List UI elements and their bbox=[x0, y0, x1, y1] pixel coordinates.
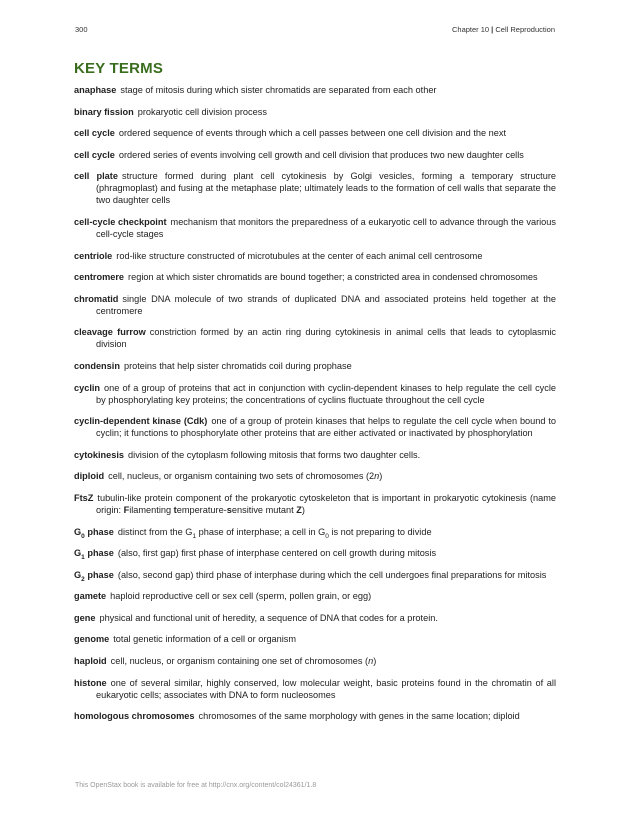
running-head bbox=[452, 25, 555, 34]
definition-text: distinct from the G bbox=[117, 526, 193, 537]
term-name: binary fission bbox=[74, 106, 134, 117]
term-cleavage-furrow bbox=[74, 326, 556, 350]
term-g0-phase bbox=[74, 526, 556, 538]
term-definition: physical and functional unit of heredity, a sequence of DNA that codes for a protein. bbox=[99, 612, 438, 623]
definition-text: ) bbox=[301, 504, 305, 515]
term-definition bbox=[96, 493, 556, 515]
term-definition: structure formed during plant cell cytokinesis by Golgi vesicles, forming a temporary structure (phragmoplast) and fusing at the metaphase plate; ultimately leads to the formation of cell walls that separate the two daughter cells bbox=[96, 171, 556, 206]
term-definition: constriction formed by an actin ring during cytokinesis in animal cells that leads to cytoplasmic division bbox=[96, 327, 556, 350]
term-definition bbox=[108, 471, 382, 481]
term-cell-cycle-1 bbox=[74, 127, 556, 139]
term-definition: one of a group of proteins that act in conjunction with cyclin-dependent kinases to help regulate the cell cycle by phosphorylating key proteins; the concentrations of cyclins fluctuate throughout the cell cycle bbox=[96, 382, 556, 405]
term-definition: (also, second gap) third phase of interphase during which the cell undergoes final preparations for mitosis bbox=[117, 569, 547, 580]
definition-text: cell, nucleus, or organism containing one set of chromosomes ( bbox=[110, 656, 369, 667]
page-title: KEY TERMS bbox=[74, 60, 164, 77]
term-definition: division of the cytoplasm following mitosis that forms two daughter cells. bbox=[128, 449, 421, 460]
term-cyclin-dependent-kinase bbox=[74, 415, 556, 439]
term-histone bbox=[74, 677, 556, 701]
term-name: cell plate bbox=[74, 171, 118, 182]
term-ftsz bbox=[74, 492, 556, 516]
name-text: G bbox=[74, 526, 82, 537]
term-name: genome bbox=[74, 634, 110, 645]
definition-bold: Z bbox=[296, 504, 302, 515]
term-definition: region at which sister chromatids are bound together; a constricted area in condensed chromosomes bbox=[128, 272, 538, 283]
term-definition: ordered series of events involving cell growth and cell division that produces two new daughter cells bbox=[118, 149, 524, 160]
term-name: centromere bbox=[74, 272, 125, 283]
section-label: Cell Reproduction bbox=[495, 25, 555, 34]
term-genome bbox=[74, 633, 556, 645]
term-name bbox=[74, 569, 114, 583]
definition-subscript: 0 bbox=[325, 532, 329, 540]
name-text: phase bbox=[84, 548, 114, 559]
name-subscript: 0 bbox=[81, 532, 85, 540]
term-definition: total genetic information of a cell or organism bbox=[113, 634, 297, 645]
definition-bold: F bbox=[123, 504, 130, 515]
term-definition: chromosomes of the same morphology with genes in the same location; diploid bbox=[198, 711, 520, 722]
term-definition: haploid reproductive cell or sex cell (sperm, pollen grain, or egg) bbox=[110, 591, 372, 602]
term-name: gamete bbox=[74, 591, 107, 602]
page-header bbox=[75, 25, 555, 34]
term-definition: stage of mitosis during which sister chromatids are separated from each other bbox=[120, 85, 437, 95]
term-name: chromatid bbox=[74, 293, 119, 304]
term-definition: single DNA molecule of two strands of duplicated DNA and associated proteins held together at the centromere bbox=[96, 293, 556, 316]
term-name: centriole bbox=[74, 250, 113, 261]
term-name: condensin bbox=[74, 360, 120, 371]
term-diploid bbox=[74, 470, 556, 482]
term-name: homologous chromosomes bbox=[74, 711, 195, 722]
chapter-label: Chapter 10 bbox=[451, 25, 490, 34]
name-text: G bbox=[74, 548, 82, 559]
definition-text: phase of interphase; a cell in G bbox=[196, 526, 326, 537]
page-number: 300 bbox=[75, 25, 88, 34]
term-name bbox=[74, 526, 114, 540]
term-cell-cycle-2 bbox=[74, 149, 556, 161]
term-name: diploid bbox=[74, 471, 105, 482]
definition-text: emperature- bbox=[176, 504, 227, 515]
term-name: gene bbox=[74, 612, 96, 623]
name-subscript: 1 bbox=[81, 553, 85, 561]
definition-italic: n bbox=[368, 656, 374, 667]
definition-italic: n bbox=[374, 471, 380, 482]
term-name: anaphase bbox=[74, 85, 117, 95]
term-definition bbox=[117, 526, 432, 540]
term-homologous-chromosomes bbox=[74, 710, 556, 722]
term-name: histone bbox=[74, 677, 107, 688]
term-name: FtsZ bbox=[74, 492, 94, 503]
definition-text: ) bbox=[379, 471, 383, 482]
page-footer: This OpenStax book is available for free at http://cnx.org/content/col24361/1.8 bbox=[75, 782, 317, 789]
term-gene bbox=[74, 612, 556, 624]
term-name: haploid bbox=[74, 656, 107, 667]
term-centriole bbox=[74, 250, 556, 262]
term-definition: one of a group of protein kinases that helps to regulate the cell cycle when bound to cyclin; it functions to phosphorylate other proteins that are either activated or inactivated by phosphorylation bbox=[96, 416, 556, 439]
term-definition: ordered sequence of events through which a cell passes between one cell division and the next bbox=[118, 128, 507, 139]
term-definition: prokaryotic cell division process bbox=[137, 106, 267, 117]
term-name: cleavage furrow bbox=[74, 327, 146, 338]
term-cytokinesis bbox=[74, 449, 556, 461]
definition-text: ensitive mutant bbox=[231, 504, 297, 515]
term-centromere bbox=[74, 271, 556, 283]
term-condensin bbox=[74, 360, 556, 372]
definition-subscript: 1 bbox=[192, 532, 197, 540]
term-g2-phase bbox=[74, 569, 556, 581]
term-name: cyclin-dependent kinase (Cdk) bbox=[74, 416, 208, 427]
term-definition: proteins that help sister chromatids coil during prophase bbox=[123, 360, 352, 371]
name-text: phase bbox=[84, 526, 114, 537]
term-g1-phase bbox=[74, 547, 556, 559]
definition-bold: s bbox=[226, 504, 232, 515]
term-name: cyclin bbox=[74, 382, 101, 393]
key-terms-list bbox=[74, 84, 556, 732]
term-cell-cycle-checkpoint bbox=[74, 216, 556, 240]
name-text: phase bbox=[84, 569, 114, 580]
term-name bbox=[74, 548, 114, 561]
term-haploid bbox=[74, 655, 556, 667]
term-definition: one of several similar, highly conserved, low molecular weight, basic proteins found in the chromatin of all eukaryotic cells; associates with DNA to form nucleosomes bbox=[96, 677, 556, 700]
term-definition: (also, first gap) first phase of interphase centered on cell growth during mitosis bbox=[117, 548, 437, 559]
term-cell-plate bbox=[74, 170, 556, 206]
term-name: cell cycle bbox=[74, 149, 115, 160]
term-binary-fission bbox=[74, 106, 556, 118]
term-definition: rod-like structure constructed of microtubules at the center of each animal cell centrosome bbox=[116, 250, 483, 261]
term-anaphase bbox=[74, 84, 556, 96]
term-name: cell cycle bbox=[74, 128, 115, 139]
definition-text: is not preparing to divide bbox=[328, 526, 432, 537]
term-definition: mechanism that monitors the preparedness of a eukaryotic cell to advance through the various cell-cycle stages bbox=[96, 216, 556, 239]
definition-text: tubulin-like protein component of the prokaryotic cytoskeleton that is important in prokaryotic cytokinesis (name origin: bbox=[96, 492, 556, 515]
definition-text: ) bbox=[373, 656, 377, 667]
term-gamete bbox=[74, 590, 556, 602]
header-separator: | bbox=[489, 25, 496, 34]
term-name: cell-cycle checkpoint bbox=[74, 216, 167, 227]
term-definition bbox=[111, 656, 377, 666]
name-subscript: 2 bbox=[81, 575, 85, 583]
definition-text: cell, nucleus, or organism containing two sets of chromosomes (2 bbox=[108, 471, 375, 482]
term-chromatid bbox=[74, 293, 556, 317]
name-text: G bbox=[74, 569, 82, 580]
term-cyclin bbox=[74, 382, 556, 406]
definition-bold: t bbox=[173, 504, 177, 515]
term-name: cytokinesis bbox=[74, 449, 125, 460]
definition-text: ilamenting bbox=[129, 504, 174, 515]
